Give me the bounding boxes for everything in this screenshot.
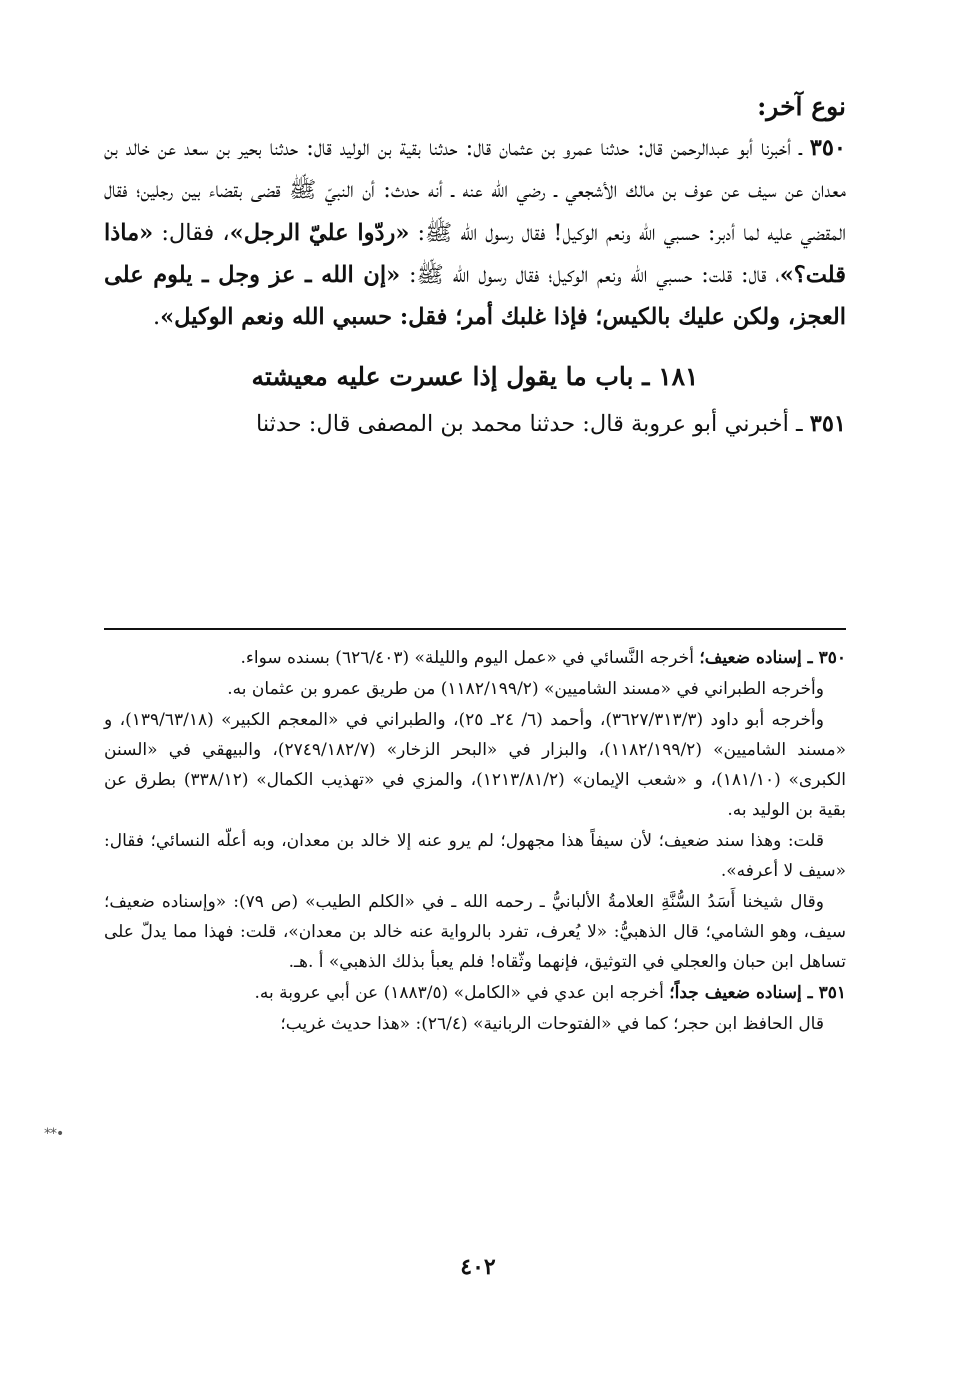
prophet-quote: «ردّوا عليّ الرجل»	[229, 219, 410, 246]
footnote-divider	[104, 628, 846, 630]
chapter-title: ١٨١ ـ باب ما يقول إذا عسرت عليه معيشته	[251, 362, 699, 392]
main-text	[104, 92, 846, 446]
section-title: نوع آخر:	[757, 92, 846, 121]
footnote-paragraph: وقال شيخنا أَسَدُ السُّنَّةِ العلامةُ الألبانيُّ ـ رحمه الله ـ في «الكلم الطيب» (ص ٧٩): «وإسناده ضعيف؛ سيف، وهو الشامي؛ قال الذهبيُّ: «لا يُعرف، تفرد بالرواية عنه خالد بن معدان»، قلت: فهذا مما يدلّ على تساهل ابن حبان والعجلي في التوثيق، فإنهما وثّقاه! فلم يعبأ بذلك الذهبي» أ .هـ.	[104, 892, 846, 972]
page-number: ٤٠٢	[460, 1254, 496, 1280]
footnote-paragraph: قال الحافظ ابن حجر؛ كما في «الفتوحات الربانية» (٢٦/٤): «هذا حديث غريب؛	[280, 1014, 824, 1034]
hadith-number: ٣٥٠	[809, 135, 846, 161]
hadith-351	[104, 403, 846, 445]
hadith-text: ـ أخبرني أبو عروبة قال: حدثنا محمد بن المصفى قال: حدثنا	[256, 411, 810, 438]
hadith-350	[104, 127, 846, 338]
footnote-label: ٣٥١ ـ إسناده ضعيف جداً؛	[669, 983, 846, 1003]
hadith-number: ٣٥١	[809, 411, 846, 438]
hadith-text: ، قال: قلت: حسبي الله ونعم الوكيل؛ فقال رسول الله ﷺ:	[400, 261, 780, 288]
footnote-paragraph: وأخرجه أبو داود (٣٦٢٧/٣١٣/٣)، وأحمد (٦/ ٢٤ـ ٢٥)، والطبراني في «المعجم الكبير» (١٣٩/٦٣/١٨)، و «مسند الشاميين» (١١٨٢/١٩٩/٢)، والبزار في «البحر الزخار» (٢٧٤٩/١٨٢/٧)، والبيهقي في «السنن الكبرى» (١٨١/١٠)، و «شعب الإيمان» (١٢١٣/٨١/٢)، والمزي في «تهذيب الكمال» (٣٣٨/١٢) بطرق عن بقية بن الوليد به.	[104, 710, 847, 820]
hadith-text: .	[152, 304, 161, 331]
footnote-text: أخرجه ابن عدي في «الكامل» (١٨٨٣/٥) عن أبي عروبة به.	[254, 983, 670, 1003]
hadith-text: ، فقال:	[153, 219, 230, 246]
footnote-paragraph: قلت: وهذا سند ضعيف؛ لأن سيفاً هذا مجهول؛ لم يرو عنه إلا خالد بن معدان، وبه أعلّه النسائي؛ فقال: «سيف لا أعرفه».	[104, 831, 846, 881]
prophet-quote: «إن الله ـ عز وجل ـ يلوم على العجز، ولكن عليك بالكيس؛ فإذا غلبك أمر؛ فقل: حسبي الله ونعم الوكيل»	[104, 261, 846, 331]
margin-marker: •**	[44, 1126, 64, 1142]
footnote-text: أخرجه النَّسائي في «عمل اليوم والليلة» (٦٢٦/٤٠٣) بسنده سواء.	[240, 648, 700, 668]
footnotes	[104, 643, 846, 1040]
footnote-paragraph: وأخرجه الطبراني في «مسند الشاميين» (١١٨٢/١٩٩/٢) من طريق عمرو بن عثمان به.	[227, 679, 824, 699]
prophet-quote: «ماذا قلت؟»	[104, 219, 846, 288]
footnote-label: ٣٥٠ ـ إسناده ضعيف؛	[699, 648, 846, 668]
hadith-text: ـ أخبرنا أبو عبدالرحمن قال: حدثنا عمرو بن عثمان قال: حدثنا بقية بن الوليد قال: حدثنا بحير بن سعد عن خالد بن معدان عن سيف عن عوف بن مالك الأشجعي ـ رضي الله عنه ـ أنه حدث: أن النبيّ ﷺ قضى بقضاء بين رجلين؛ فقال المقضي عليه لما أدبر: حسبي الله ونعم الوكيل! فقال رسول الله ﷺ:	[104, 135, 846, 246]
footnote-351	[104, 978, 846, 1008]
footnote-350	[104, 643, 846, 673]
